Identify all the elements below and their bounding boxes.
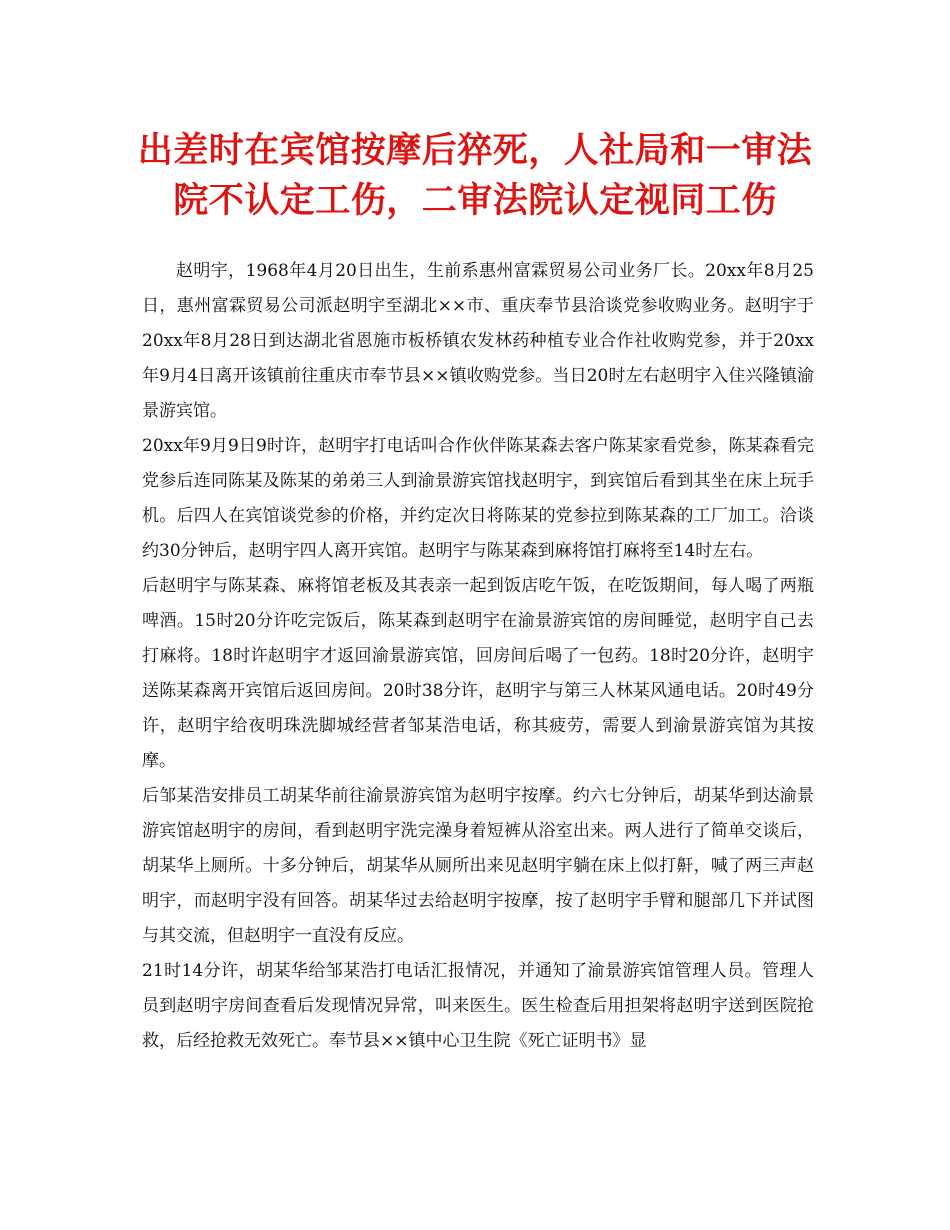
title-line-1: 出差时在宾馆按摩后猝死，人社局和一审法 [137,130,813,171]
paragraph-4: 后邹某浩安排员工胡某华前往渝景游宾馆为赵明宇按摩。约六七分钟后，胡某华到达渝景游宾馆赵明宇的房间，看到赵明宇洗完澡身着短裤从浴室出来。两人进行了简单交谈后，胡某华上厕所。十多分钟后，胡某华从厕所出来见赵明宇躺在床上似打鼾，喊了两三声赵明宇，而赵明宇没有回答。胡某华过去给赵明宇按摩，按了赵明宇手臂和腿部几下并试图与其交流，但赵明宇一直没有反应。 [142,786,814,946]
paragraph-3: 后赵明宇与陈某森、麻将馆老板及其表亲一起到饭店吃午饭，在吃饭期间，每人喝了两瓶啤酒。15时20分许吃完饭后，陈某森到赵明宇在渝景游宾馆的房间睡觉，赵明宇自己去打麻将。18时许赵明宇才返回渝景游宾馆，回房间后喝了一包药。18时20分许，赵明宇送陈某森离开宾馆后返回房间。20时38分许，赵明宇与第三人林某风通电话。20时49分许，赵明宇给夜明珠洗脚城经营者邹某浩电话，称其疲劳，需要人到渝景游宾馆为其按摩。 [142,576,814,771]
paragraph-1: 赵明宇，1968年4月20日出生，生前系惠州富霖贸易公司业务厂长。20xx年8月25日，惠州富霖贸易公司派赵明宇至湖北××市、重庆奉节县洽谈党参收购业务。赵明宇于20xx年8月28日到达湖北省恩施市板桥镇农发林药种植专业合作社收购党参，并于20xx年9月4日离开该镇前往重庆市奉节县××镇收购党参。当日20时左右赵明宇入住兴隆镇渝景游宾馆。 [142,261,814,421]
document-title [120,126,830,226]
paragraph-2: 20xx年9月9日9时许，赵明宇打电话叫合作伙伴陈某森去客户陈某家看党参，陈某森看完党参后连同陈某及陈某的弟弟三人到渝景游宾馆找赵明宇，到宾馆后看到其坐在床上玩手机。后四人在宾馆谈党参的价格，并约定次日将陈某的党参拉到陈某森的工厂加工。洽谈约30分钟后，赵明宇四人离开宾馆。赵明宇与陈某森到麻将馆打麻将至14时左右。 [142,436,814,561]
title-line-2: 院不认定工伤，二审法院认定视同工伤 [173,180,777,221]
document-body [142,254,814,1059]
paragraph-5: 21时14分许，胡某华给邹某浩打电话汇报情况，并通知了渝景游宾馆管理人员。管理人员到赵明宇房间查看后发现情况异常，叫来医生。医生检查后用担架将赵明宇送到医院抢救，后经抢救无效死亡。奉节县××镇中心卫生院《死亡证明书》显 [142,961,814,1051]
